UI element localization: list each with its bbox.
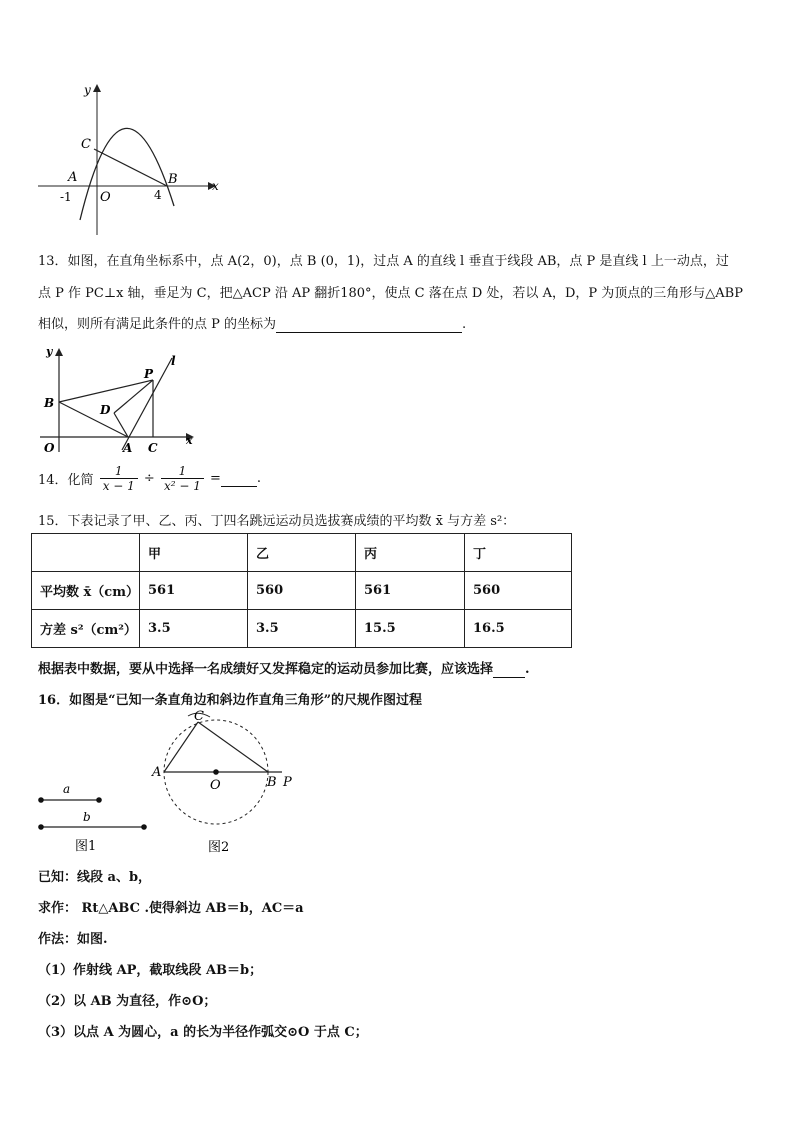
equals-sign: = — [210, 471, 221, 486]
table-row — [32, 572, 572, 610]
x-axis-label-13: x — [186, 434, 193, 447]
fraction-2-denominator: x² − 1 — [161, 478, 204, 493]
table-cell: 15.5 — [356, 610, 465, 648]
center-o-label: O — [210, 778, 221, 793]
table-cell: 平均数 x̄（cm） — [32, 572, 140, 610]
x-axis-label: x — [212, 179, 219, 193]
q15-after-text: 根据表中数据，要从中选择一名成绩好又发挥稳定的运动员参加比赛，应该选择 — [38, 662, 494, 677]
q13-line3 — [38, 313, 466, 333]
point-a-label: A — [68, 170, 78, 185]
parabola-figure — [36, 80, 226, 240]
q14-end: . — [256, 471, 262, 486]
point-b-label-13: B — [44, 396, 55, 410]
q14-line — [38, 464, 261, 493]
q14-prefix: 14．化简 — [38, 473, 94, 488]
point-d-label: D — [100, 403, 111, 417]
table-cell: 560 — [465, 572, 572, 610]
fraction-2-numerator: 1 — [178, 464, 187, 478]
point-p-label: P — [144, 367, 154, 381]
ray-p-label: P — [283, 775, 292, 790]
table-cell: 3.5 — [248, 610, 356, 648]
q13-line3-text: 相似，则所有满足此条件的点 P 的坐标为 — [38, 317, 277, 332]
segment-a-label: a — [63, 782, 71, 796]
answer-blank-15 — [493, 662, 525, 678]
table-row — [32, 610, 572, 648]
table-cell: 561 — [356, 572, 465, 610]
results-table — [31, 533, 572, 648]
figure-2-caption: 图2 — [208, 840, 230, 855]
table-cell: 乙 — [248, 534, 356, 572]
point-c-label-13: C — [148, 441, 158, 455]
answer-blank-13 — [276, 317, 462, 333]
q16-step1: （1）作射线 AP，截取线段 AB＝b； — [38, 963, 263, 978]
q16-step2: （2）以 AB 为直径，作⊙O； — [38, 994, 217, 1009]
q16-find: 求作： Rt△ABC .使得斜边 AB＝b，AC＝a — [38, 901, 304, 916]
y-axis-label: y — [84, 83, 91, 97]
point-a-label-16: A — [152, 765, 162, 780]
table-cell: 16.5 — [465, 610, 572, 648]
table-cell: 甲 — [140, 534, 248, 572]
q13-line3-end: . — [462, 317, 467, 332]
origin-label-13: O — [44, 441, 55, 455]
fraction-2 — [161, 464, 204, 493]
table-header-row — [32, 534, 572, 572]
q13-line1: 13．如图，在直角坐标系中，点 A(2，0)，点 B (0，1)，过点 A 的直线 l 垂直于线段 AB，点 P 是直线 l 上一动点，过 — [38, 254, 729, 269]
table-cell: 方差 s²（cm²） — [32, 610, 140, 648]
q13-line2: 点 P 作 PC⊥x 轴，垂足为 C，把△ACP 沿 AP 翻折180°，使点 C 落在点 D 处，若以 A，D，P 为顶点的三角形与△ABP — [38, 286, 743, 301]
fraction-1-numerator: 1 — [114, 464, 123, 478]
tick-4-label: 4 — [154, 188, 162, 202]
fraction-1-denominator: x − 1 — [100, 478, 138, 493]
y-axis-label-13: y — [46, 345, 53, 358]
table-cell: 560 — [248, 572, 356, 610]
table-cell — [32, 534, 140, 572]
answer-blank-14 — [221, 471, 257, 487]
origin-label: O — [100, 190, 111, 205]
point-c-label: C — [81, 137, 91, 152]
point-c-label-16: C — [194, 709, 204, 724]
q16-intro: 16．如图是“已知一条直角边和斜边作直角三角形”的尺规作图过程 — [38, 693, 423, 708]
segments-figure — [34, 778, 154, 858]
table-cell: 丁 — [465, 534, 572, 572]
fraction-1 — [100, 464, 138, 493]
figure-1-caption: 图1 — [75, 839, 97, 854]
circle-construction-figure — [150, 705, 310, 855]
line-l-label: l — [171, 354, 176, 368]
divide-operator: ÷ — [143, 471, 155, 486]
tick-neg1-label: -1 — [60, 190, 72, 204]
table-cell: 丙 — [356, 534, 465, 572]
q15-after-end: . — [525, 662, 530, 677]
q16-method: 作法：如图. — [38, 932, 108, 947]
q16-step3: （3）以点 A 为圆心，a 的长为半径作弧交⊙O 于点 C； — [38, 1025, 368, 1040]
point-a-label-13: A — [123, 441, 133, 455]
point-b-label: B — [168, 172, 178, 187]
coordinate-figure-13 — [40, 340, 200, 458]
q16-known: 已知：线段 a、b， — [38, 870, 152, 885]
point-b-label-16: B — [267, 775, 277, 790]
table-cell: 561 — [140, 572, 248, 610]
table-cell: 3.5 — [140, 610, 248, 648]
q15-intro: 15．下表记录了甲、乙、丙、丁四名跳远运动员选拔赛成绩的平均数 x̄ 与方差 s²： — [38, 514, 516, 529]
segment-b-label: b — [83, 810, 91, 824]
q15-after — [38, 658, 530, 678]
